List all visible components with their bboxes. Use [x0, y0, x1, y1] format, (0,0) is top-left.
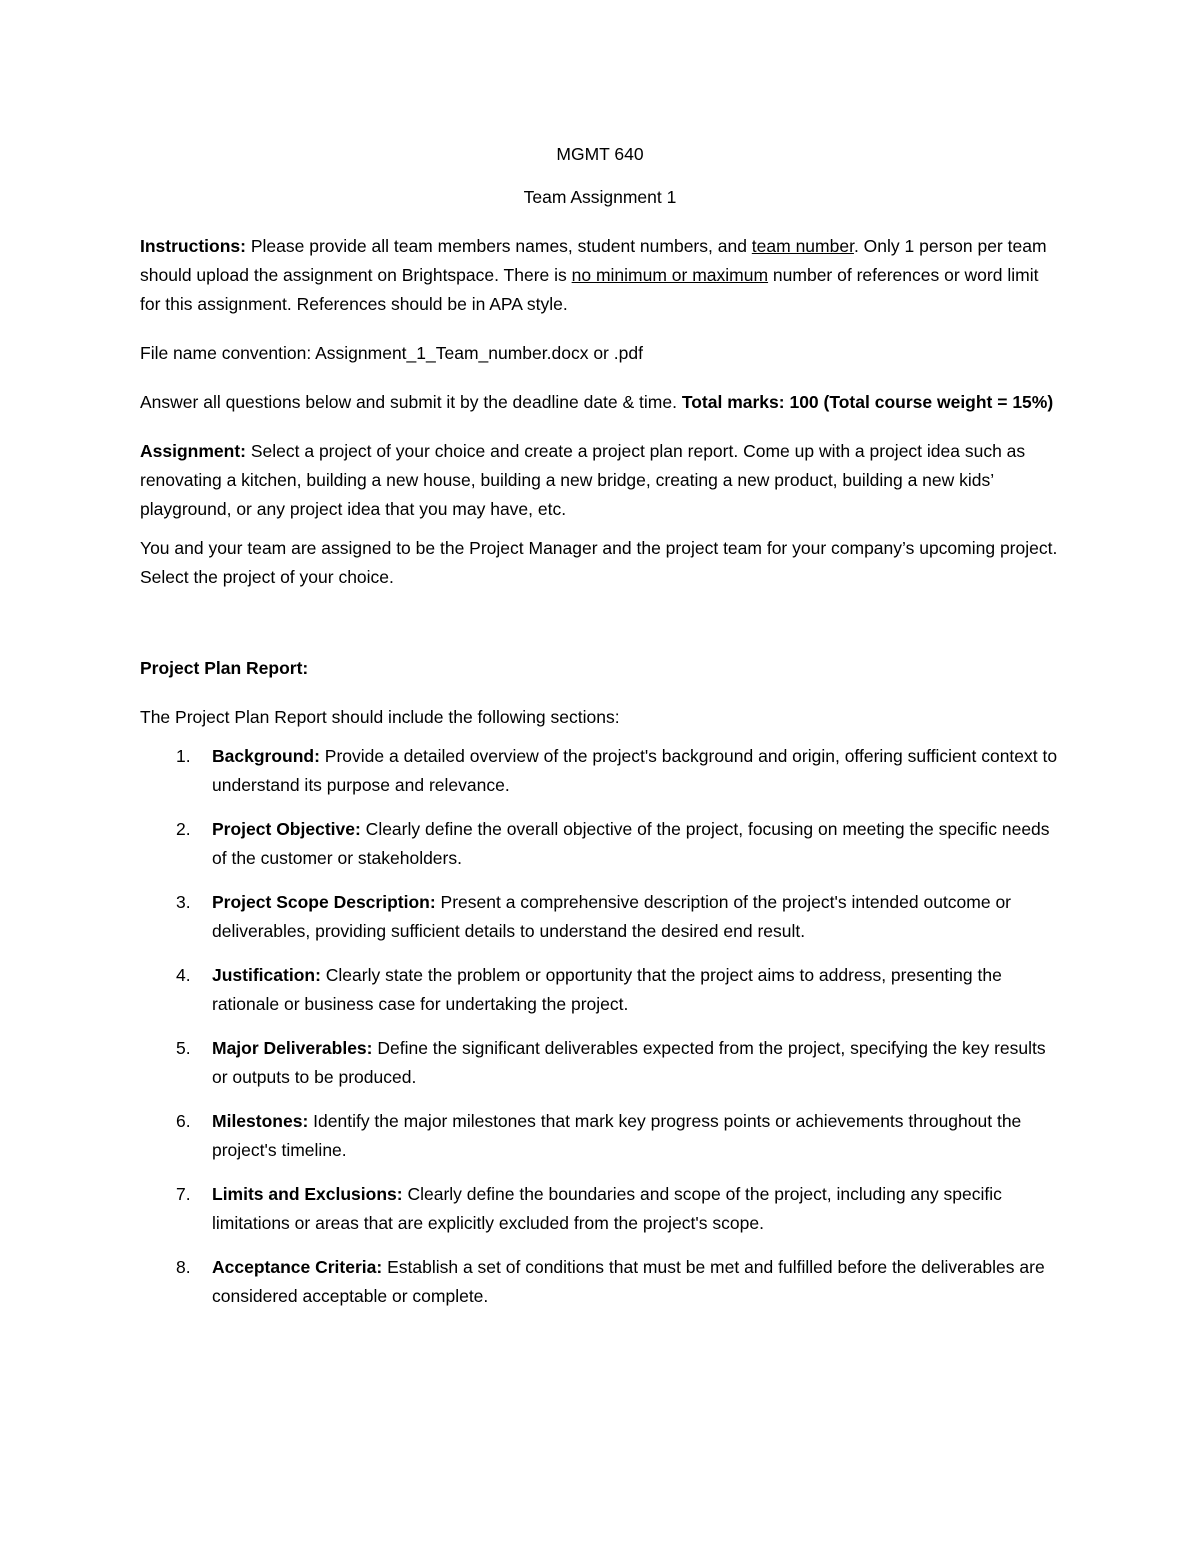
list-item-number: 3. — [176, 892, 191, 912]
report-sections-list — [140, 742, 1060, 1311]
list-item-text: Identify the major milestones that mark key progress points or achievements throughout the project's timeline. — [212, 1111, 1022, 1160]
team-paragraph: You and your team are assigned to be the Project Manager and the project team for your company’s upcoming project. Select the project of your choice. — [140, 538, 1058, 587]
no-minimum-underlined: no minimum or maximum — [571, 265, 769, 285]
list-item-number: 6. — [176, 1111, 191, 1131]
list-item-number: 1. — [176, 746, 191, 766]
list-item-label: Acceptance Criteria: — [212, 1257, 383, 1277]
list-item-text: Establish a set of conditions that must be met and fulfilled before the deliverables are considered acceptable or complete. — [212, 1257, 1045, 1306]
instructions-text-3: number of references or word limit for this assignment. References should be in APA style. — [140, 265, 1039, 314]
list-item-label: Background: — [212, 746, 320, 766]
list-item-label: Milestones: — [212, 1111, 309, 1131]
instructions-label: Instructions: — [140, 236, 246, 256]
assignment-title: Team Assignment 1 — [523, 187, 677, 207]
list-item — [140, 1034, 1060, 1092]
instructions-text-2: . Only 1 person per team should upload the assignment on Brightspace. There is — [140, 236, 1047, 285]
list-item — [140, 888, 1060, 946]
file-name-paragraph: File name convention: Assignment_1_Team_number.docx or .pdf — [140, 343, 643, 363]
list-item — [140, 1180, 1060, 1238]
list-item-label: Limits and Exclusions: — [212, 1184, 403, 1204]
instructions-text-1: Please provide all team members names, student numbers, and — [245, 236, 752, 256]
list-item-number: 7. — [176, 1184, 191, 1204]
list-item-number: 8. — [176, 1257, 191, 1277]
list-item-label: Project Scope Description: — [212, 892, 436, 912]
list-item — [140, 815, 1060, 873]
answer-paragraph — [140, 388, 1060, 417]
total-marks: Total marks: 100 (Total course weight = 15%) — [681, 392, 1054, 412]
list-item-text: Define the significant deliverables expected from the project, specifying the key results or outputs to be produced. — [212, 1038, 1046, 1087]
list-item-number: 2. — [176, 819, 191, 839]
list-item — [140, 1253, 1060, 1311]
list-item-label: Justification: — [212, 965, 321, 985]
report-heading — [140, 654, 1060, 683]
list-item-number: 5. — [176, 1038, 191, 1058]
list-item-text: Provide a detailed overview of the project's background and origin, offering sufficient context to understand its purpose and relevance. — [212, 746, 1058, 795]
document-page — [140, 140, 1060, 1326]
list-item-label: Major Deliverables: — [212, 1038, 373, 1058]
list-item-label: Project Objective: — [212, 819, 361, 839]
assignment-paragraph — [140, 437, 1060, 524]
list-item — [140, 1107, 1060, 1165]
assignment-text: Select a project of your choice and create a project plan report. Come up with a project idea such as renovating a kitchen, building a new house, building a new bridge, creating a new product, building a new kids’ playground, or any project idea that you may have, etc. — [140, 441, 1026, 519]
list-item — [140, 961, 1060, 1019]
report-intro: The Project Plan Report should include the following sections: — [140, 707, 620, 727]
course-title: MGMT 640 — [556, 144, 644, 164]
list-item-text: Clearly define the overall objective of the project, focusing on meeting the specific needs of the customer or stakeholders. — [212, 819, 1050, 868]
answer-text: Answer all questions below and submit it by the deadline date & time. — [140, 392, 682, 412]
list-item — [140, 742, 1060, 800]
list-item-text: Clearly define the boundaries and scope of the project, including any specific limitations or areas that are explicitly excluded from the project's scope. — [212, 1184, 1002, 1233]
instructions-paragraph — [140, 232, 1060, 319]
report-heading-text: Project Plan Report: — [140, 658, 309, 678]
list-item-text: Clearly state the problem or opportunity that the project aims to address, presenting the rationale or business case for undertaking the project. — [212, 965, 1002, 1014]
assignment-label: Assignment: — [140, 441, 246, 461]
list-item-text: Present a comprehensive description of the project's intended outcome or deliverables, providing sufficient details to understand the desired end result. — [212, 892, 1012, 941]
list-item-number: 4. — [176, 965, 191, 985]
team-number-underlined: team number — [751, 236, 854, 256]
